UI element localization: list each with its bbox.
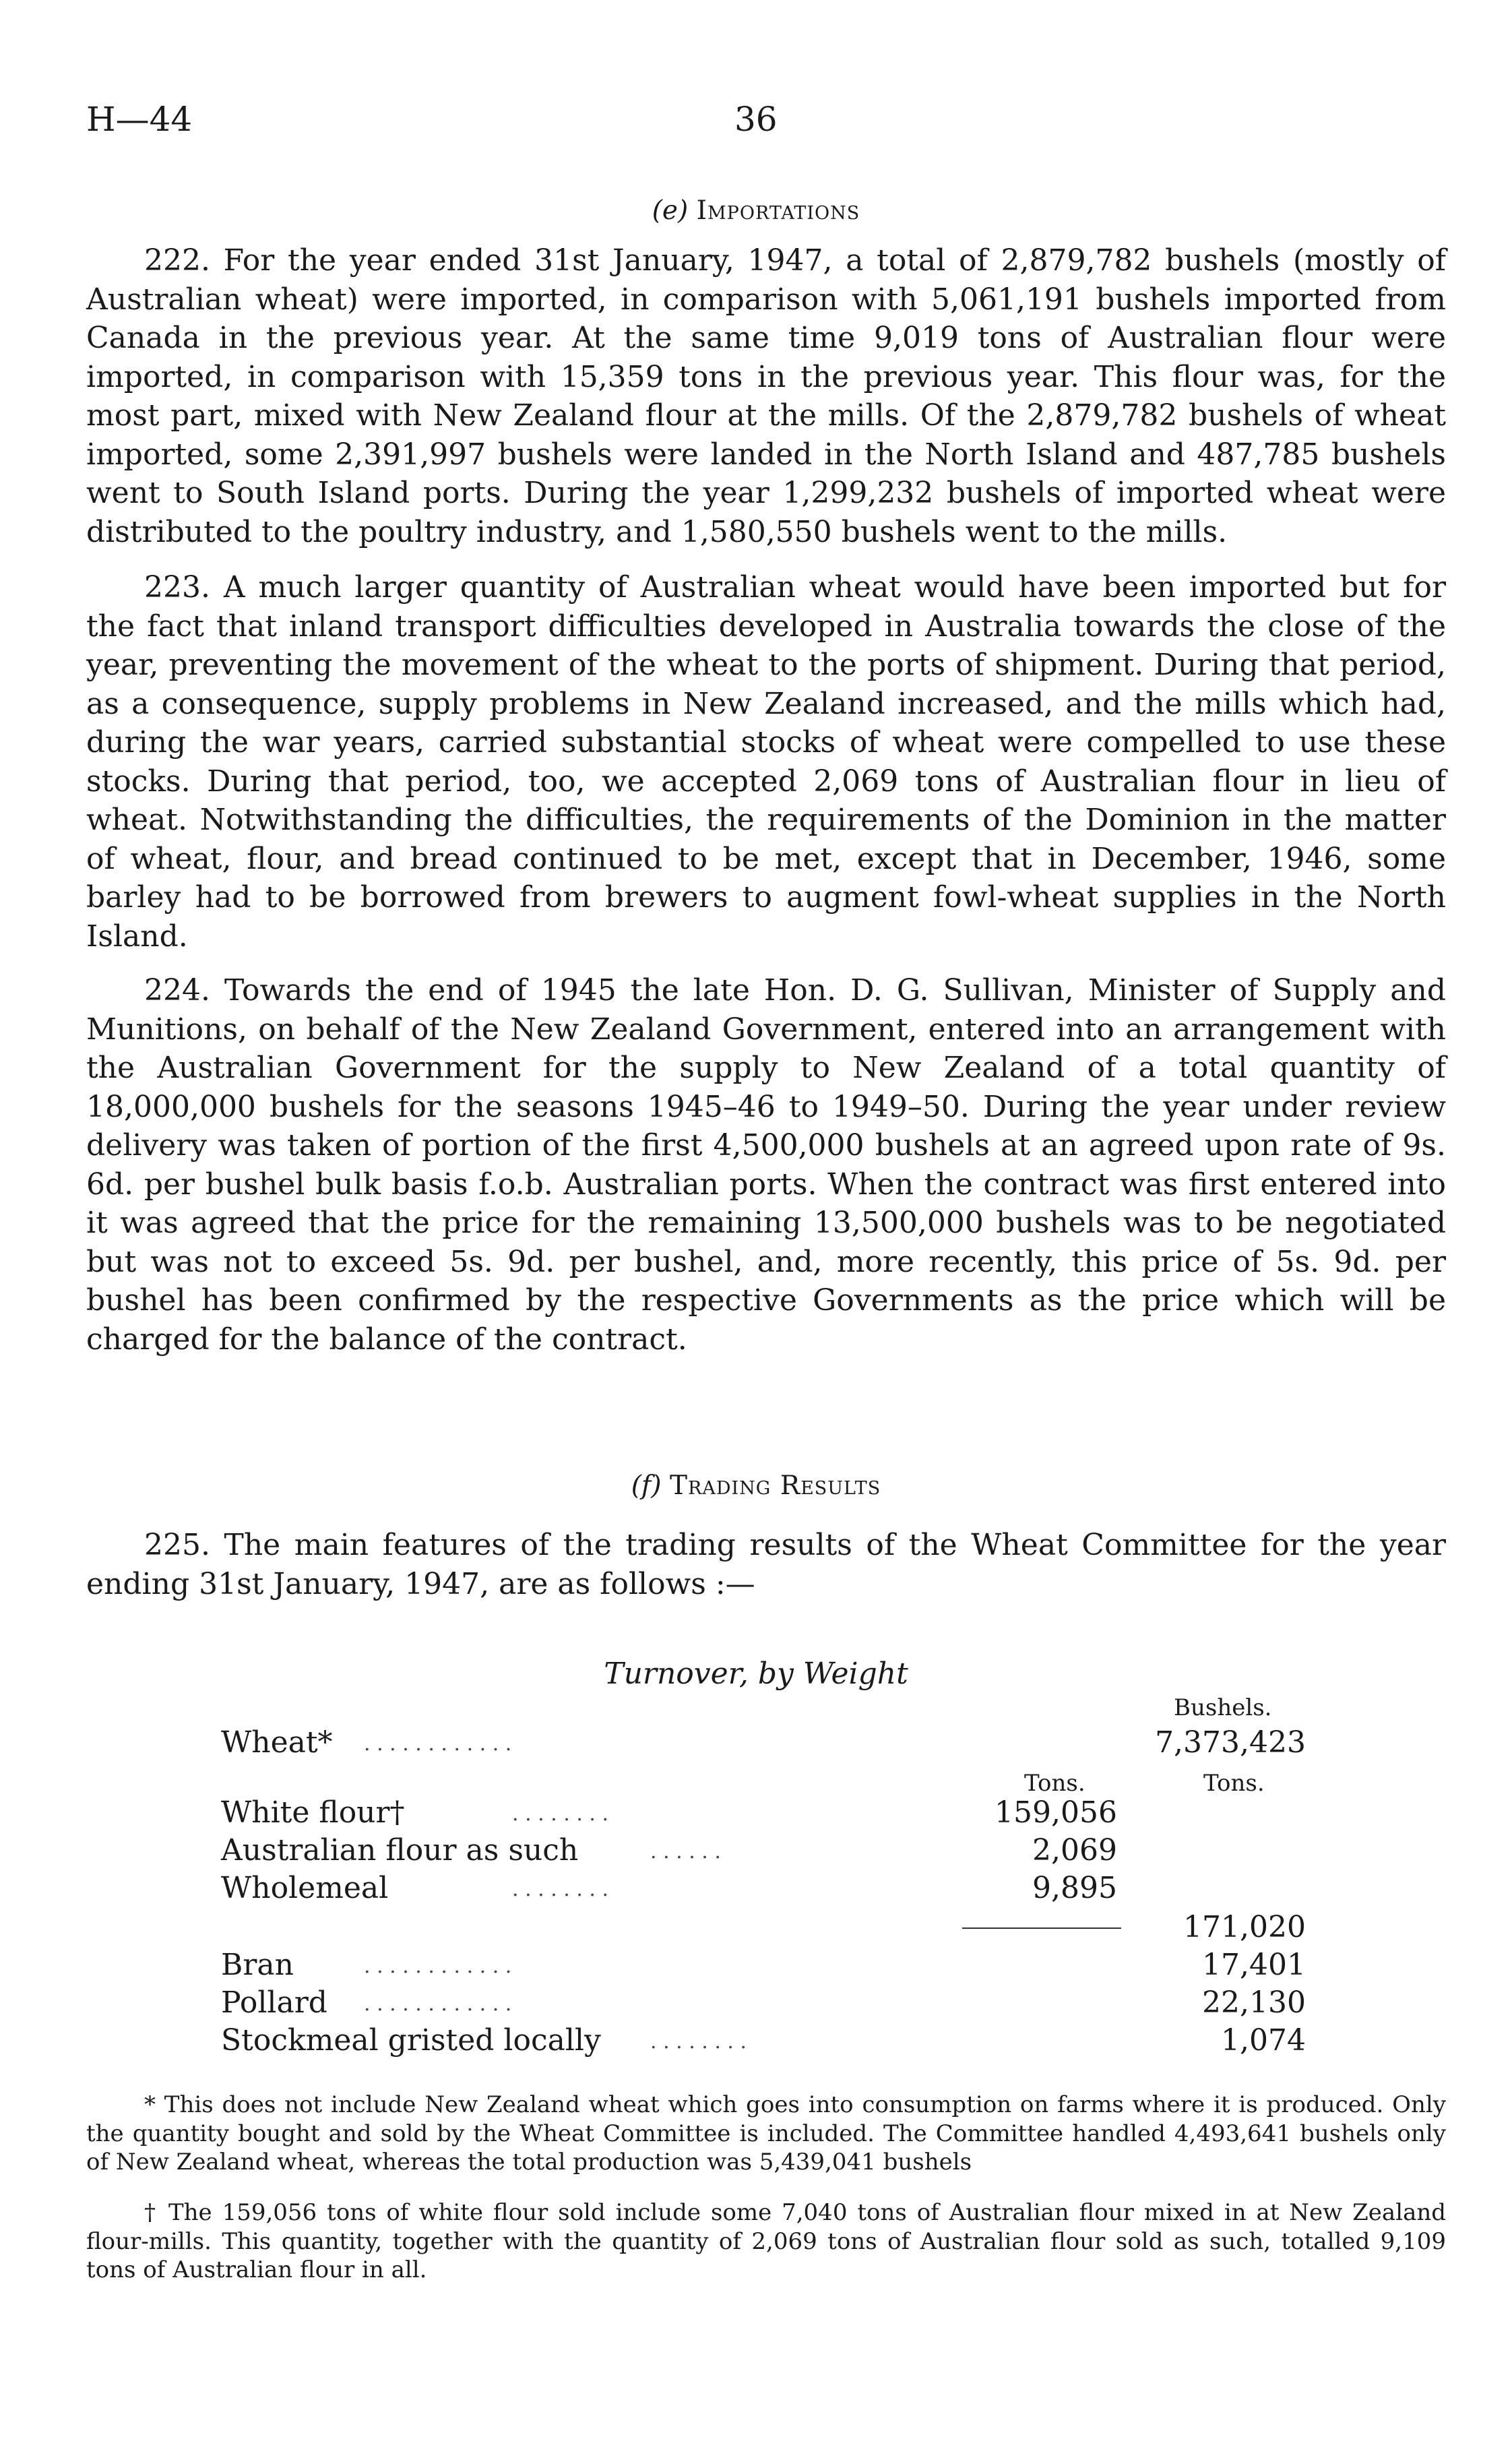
leader-dots: . . . . . . . . . . . . <box>364 1992 512 2016</box>
unit-bushels-header: Bushels. <box>1174 1694 1272 1721</box>
footnote-wheat: * This does not include New Zealand wheat which goes into consumption on farms where it is produced. Only the quantity bought and sold by the Wheat Committee is included. The Committee handled 4,493,641 bushels only of New Zealand wheat, whereas the total production was 5,439,041 bushels <box>86 2091 1446 2176</box>
row-tons: 2,069 <box>1032 1833 1117 1868</box>
section-label: (f) <box>631 1471 662 1501</box>
leader-dots: . . . . . . . . <box>512 1802 609 1826</box>
leader-dots: . . . . . . . . . . . . <box>364 1954 512 1978</box>
unit-tons-left-header: Tons. <box>1024 1770 1085 1797</box>
row-label: Stockmeal gristed locally <box>221 2023 601 2058</box>
row-label: Bran <box>221 1948 294 1982</box>
paragraph-224: 224. Towards the end of 1945 the late Hon. D. G. Sullivan, Minister of Supply and Munitions, on behalf of the New Zealand Government, entered into an arrangement with the Australian Government for the supply to New Zealand of a total quantity of 18,000,000 bushels for the seasons 1945–46 to 1949–50. During the year under review delivery was taken of portion of the first 4,500,000 bushels at an agreed upon rate of 9s. 6d. per bushel bulk basis f.o.b. Australian ports. When the contract was first entered into it was agreed that the price for the remaining 13,500,000 bushels was to be negotiated but was not to exceed 5s. 9d. per bushel, and, more recently, this price of 5s. 9d. per bushel has been confirmed by the respective Governments as the price which will be charged for the balance of the contract. <box>86 973 1446 1357</box>
row-total: 1,074 <box>1221 2023 1306 2058</box>
row-tons: 159,056 <box>995 1795 1117 1830</box>
row-label: Australian flour as such <box>221 1833 579 1868</box>
page-number: 36 <box>734 100 778 139</box>
leader-dots: . . . . . . <box>650 1840 721 1863</box>
table-row <box>0 1795 1512 1833</box>
row-label: White flour† <box>221 1795 405 1830</box>
row-total: 7,373,423 <box>1155 1725 1306 1760</box>
section-heading-trading-results <box>0 1471 1512 1501</box>
leader-dots: . . . . . . . . <box>512 1878 609 1901</box>
row-tons: 9,895 <box>1032 1871 1117 1905</box>
paragraph-223: 223. A much larger quantity of Australian wheat would have been imported but for the fact that inland transport difficulties developed in Australia towards the close of the year, preventing the movement of the wheat to the ports of shipment. During that period, as a consequence, supply problems in New Zealand increased, and the mills which had, during the war years, carried substantial stocks of wheat were compelled to use these stocks. During that period, too, we accepted 2,069 tons of Australian flour in lieu of wheat. Notwithstanding the difficulties, the requirements of the Dominion in the matter of wheat, flour, and bread continued to be met, except that in December, 1946, some barley had to be borrowed from brewers to augment fowl-wheat supplies in the North Island. <box>86 570 1446 954</box>
section-label: (e) <box>652 195 689 226</box>
leader-dots: . . . . . . . . <box>650 2030 747 2054</box>
row-total: 22,130 <box>1202 1985 1306 2020</box>
paragraph-225: 225. The main features of the trading results of the Wheat Committee for the year ending 31st January, 1947, are as follows :— <box>86 1528 1446 1601</box>
document-reference: H—44 <box>86 100 193 139</box>
table-row <box>0 1833 1512 1871</box>
footnote-white-flour: † The 159,056 tons of white flour sold include some 7,040 tons of Australian flour mixed in at New Zealand flour-mills. This quantity, together with the quantity of 2,069 tons of Australian flour sold as such, totalled 9,109 tons of Australian flour in all. <box>86 2199 1446 2283</box>
table-row <box>0 1910 1512 1948</box>
table-row <box>0 1725 1512 1763</box>
row-label: Pollard <box>221 1985 327 2020</box>
row-label: Wheat* <box>221 1725 333 1760</box>
row-total: 17,401 <box>1202 1948 1306 1982</box>
table-row <box>0 1948 1512 1985</box>
table-row <box>0 1985 1512 2023</box>
leader-dots: . . . . . . . . . . . . <box>364 1732 512 1756</box>
section-title: Importations <box>696 195 860 226</box>
table-title: Turnover, by Weight <box>604 1657 908 1691</box>
section-heading-importations <box>0 195 1512 226</box>
section-title: Trading Results <box>669 1471 881 1501</box>
table-row <box>0 2023 1512 2061</box>
row-total: 171,020 <box>1183 1910 1306 1944</box>
unit-tons-right-header: Tons. <box>1203 1770 1265 1797</box>
table-row <box>0 1871 1512 1909</box>
paragraph-222: 222. For the year ended 31st January, 1947, a total of 2,879,782 bushels (mostly of Australian wheat) were imported, in comparison with 5,061,191 bushels imported from Canada in the previous year. At the same time 9,019 tons of Australian flour were imported, in comparison with 15,359 tons in the previous year. This flour was, for the most part, mixed with New Zealand flour at the mills. Of the 2,879,782 bushels of wheat imported, some 2,391,997 bushels were landed in the North Island and 487,785 bushels went to South Island ports. During the year 1,299,232 bushels of imported wheat were distributed to the poultry industry, and 1,580,550 bushels went to the mills. <box>86 243 1446 549</box>
row-label: Wholemeal <box>221 1871 389 1905</box>
